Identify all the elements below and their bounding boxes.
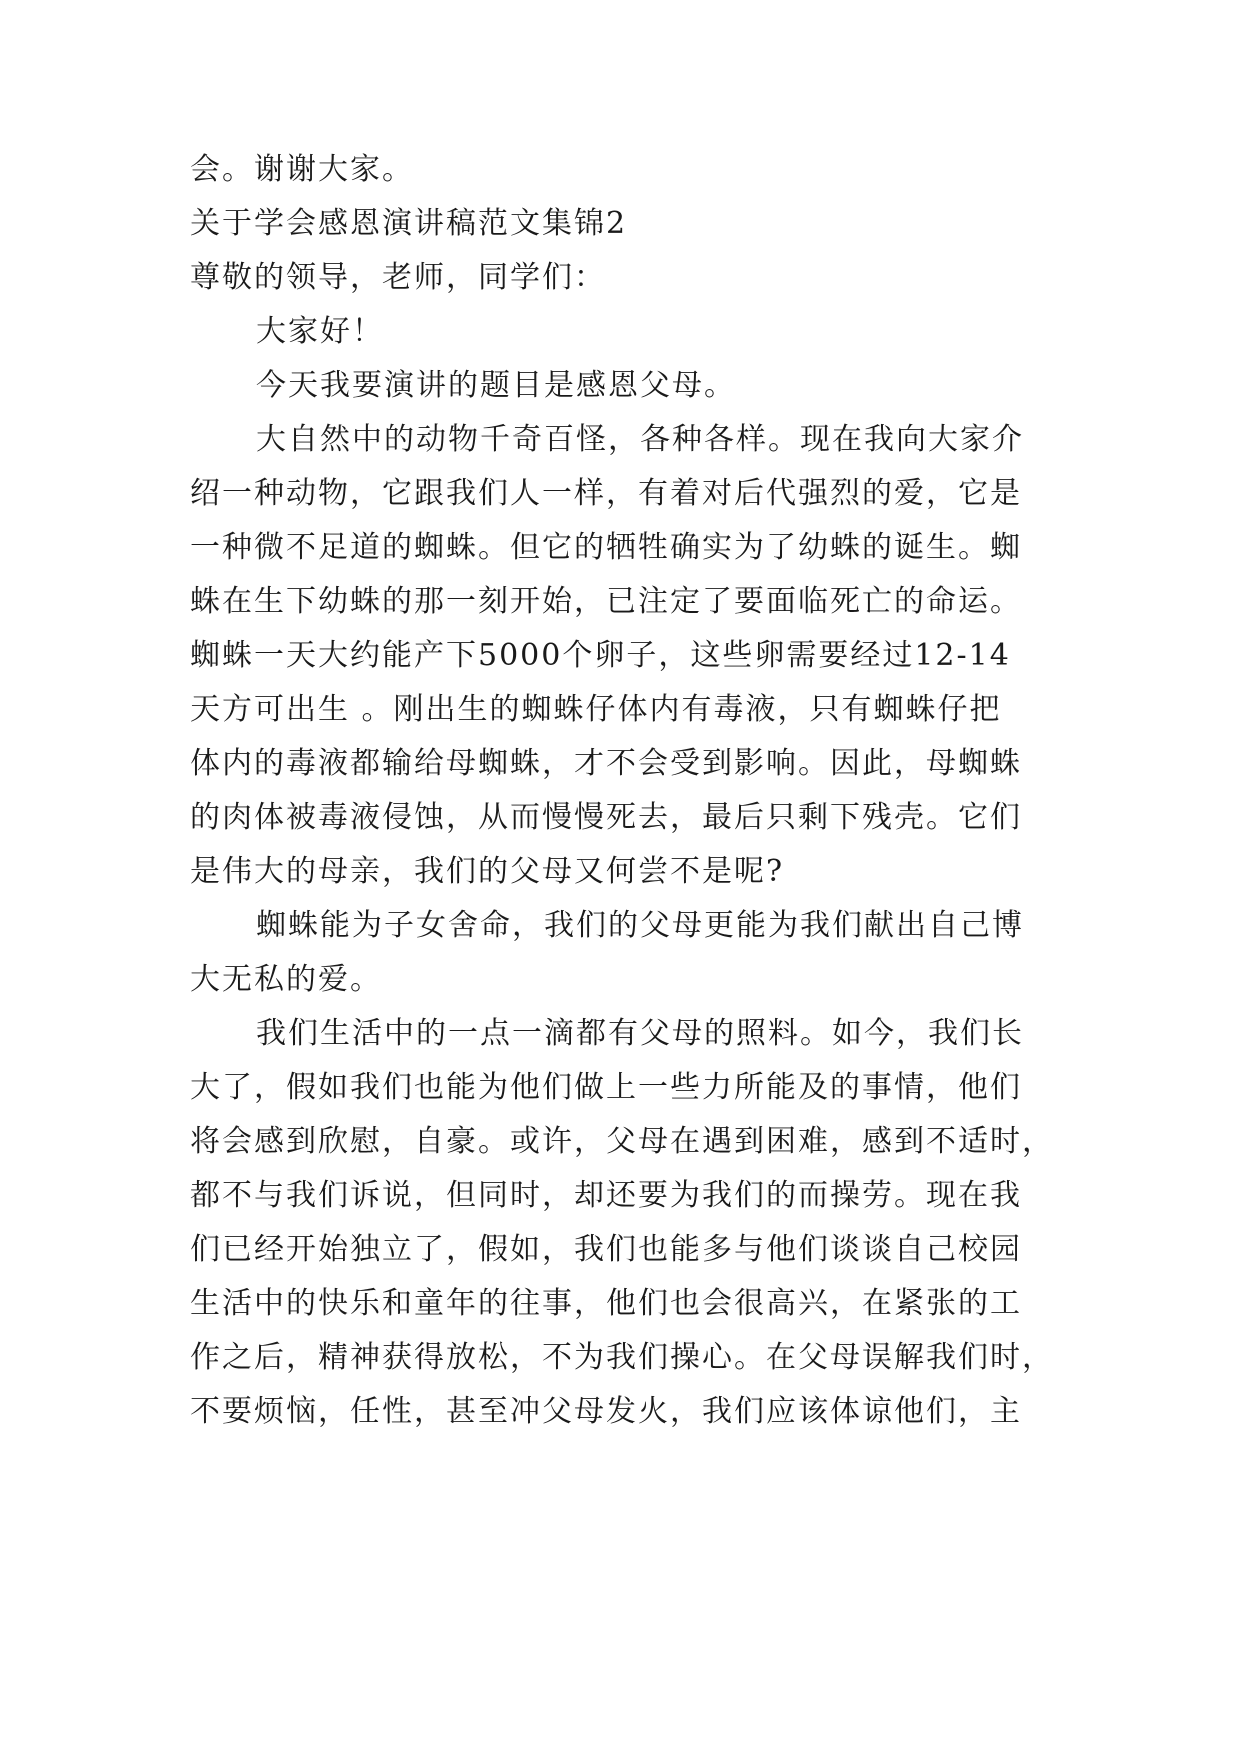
text-line: 会。谢谢大家。 [190, 152, 414, 187]
text-line: 蜘蛛一天大约能产下5000个卵子，这些卵需要经过12-14 [190, 638, 1011, 673]
text-line: 大无私的爱。 [190, 962, 382, 997]
text-line: 不要烦恼，任性，甚至冲父母发火，我们应该体谅他们，主 [190, 1394, 1022, 1429]
text-line: 大了，假如我们也能为他们做上一些力所能及的事情，他们 [190, 1070, 1022, 1105]
text-line: 体内的毒液都输给母蜘蛛，才不会受到影响。因此，母蜘蛛 [190, 746, 1022, 781]
text-line: 大自然中的动物千奇百怪，各种各样。现在我向大家介 [256, 422, 1024, 457]
text-line: 的肉体被毒液侵蚀，从而慢慢死去，最后只剩下残壳。它们 [190, 800, 1022, 835]
text-line: 生活中的快乐和童年的往事，他们也会很高兴，在紧张的工 [190, 1286, 1022, 1321]
text-line: 今天我要演讲的题目是感恩父母。 [256, 368, 736, 403]
text-line: 绍一种动物，它跟我们人一样，有着对后代强烈的爱，它是 [190, 476, 1022, 511]
salutation: 尊敬的领导，老师，同学们： [190, 260, 606, 295]
text-line: 是伟大的母亲，我们的父母又何尝不是呢? [190, 854, 785, 889]
greeting: 大家好！ [256, 314, 384, 349]
text-line: 一种微不足道的蜘蛛。但它的牺牲确实为了幼蛛的诞生。蜘 [190, 530, 1022, 565]
section-title: 关于学会感恩演讲稿范文集锦2 [190, 206, 628, 241]
text-line: 作之后，精神获得放松，不为我们操心。在父母误解我们时， [190, 1340, 1054, 1375]
text-line: 蛛在生下幼蛛的那一刻开始，已注定了要面临死亡的命运。 [190, 584, 1022, 619]
text-line: 都不与我们诉说，但同时，却还要为我们的而操劳。现在我 [190, 1178, 1022, 1213]
text-line: 们已经开始独立了，假如，我们也能多与他们谈谈自己校园 [190, 1232, 1022, 1267]
text-line: 天方可出生 。刚出生的蜘蛛仔体内有毒液，只有蜘蛛仔把 [190, 692, 1002, 727]
text-line: 蜘蛛能为子女舍命，我们的父母更能为我们献出自己博 [256, 908, 1024, 943]
text-line: 将会感到欣慰，自豪。或许，父母在遇到困难，感到不适时， [190, 1124, 1054, 1159]
text-line: 我们生活中的一点一滴都有父母的照料。如今，我们长 [256, 1016, 1024, 1051]
